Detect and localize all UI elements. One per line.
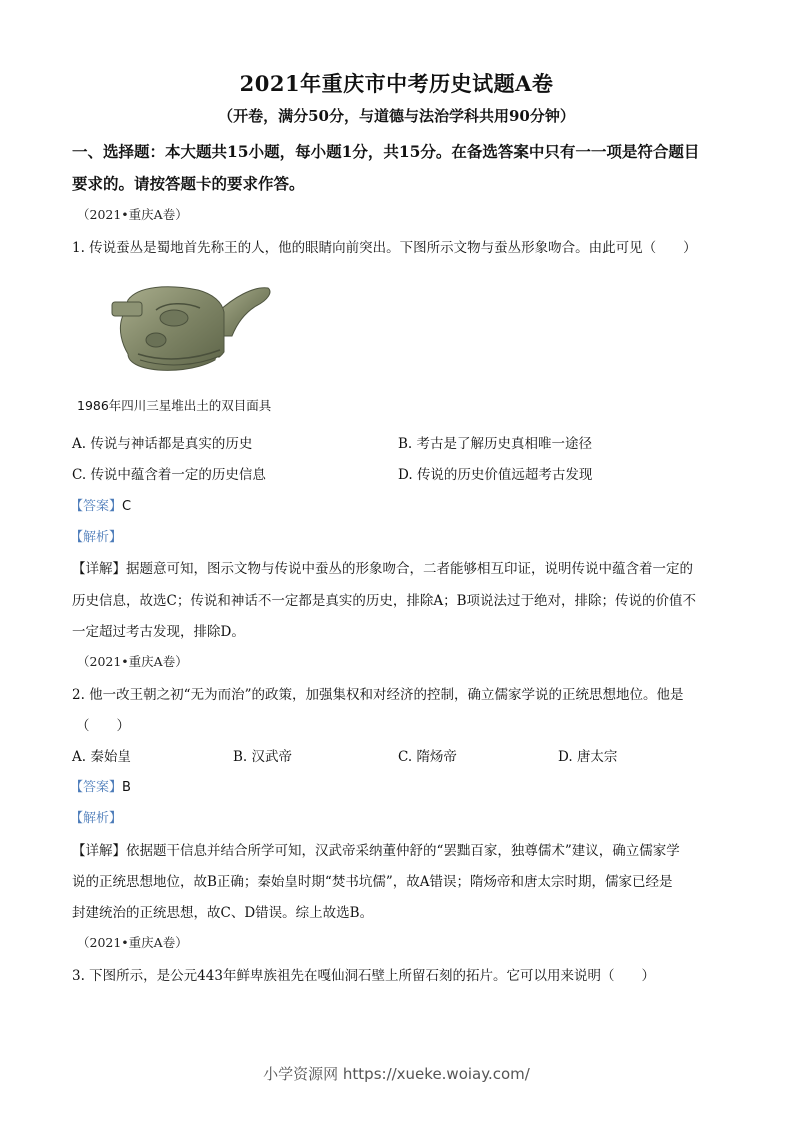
option-label: D. (398, 467, 413, 483)
answer-row (70, 495, 131, 514)
analysis-label: 【解析】 (70, 811, 123, 826)
question-stem-blank: （ ） (76, 718, 130, 734)
section-heading-line2: 要求的。请按答题卡的要求作答。 (72, 174, 305, 193)
option-label: B. (398, 436, 413, 452)
option-label: D. (558, 749, 573, 765)
option-text: 传说与神话都是真实的历史 (90, 436, 253, 452)
detail-line: 历史信息，故选C；传说和神话不一定都是真实的历史，排除A；B项说法过于绝对，排除；传说的价值不 (72, 593, 696, 609)
answer-label: 【答案】 (70, 499, 123, 514)
option-d (398, 463, 592, 483)
option-a (72, 432, 252, 452)
option-c (72, 463, 266, 483)
bronze-mask-image (108, 278, 278, 374)
option-text: 考古是了解历史真相唯一途径 (416, 436, 593, 452)
answer-value: C (122, 499, 132, 514)
option-c (398, 745, 457, 765)
option-label: A. (72, 436, 87, 452)
image-caption: 1986年四川三星堆出土的双目面具 (77, 398, 272, 413)
detail-line: 一定超过考古发现，排除D。 (72, 624, 245, 640)
option-label: C. (398, 749, 413, 765)
option-text: 秦始皇 (90, 749, 131, 765)
question-source: （2021•重庆A卷） (77, 935, 188, 950)
option-text: 唐太宗 (576, 749, 618, 765)
question-source: （2021•重庆A卷） (77, 207, 188, 222)
detail-line: 说的正统思想地位，故B正确；秦始皇时期“焚书坑儒”，故A错误；隋炀帝和唐太宗时期，儒家已经是 (72, 874, 673, 890)
section-heading-line1: 一、选择题：本大题共15小题，每小题1分，共15分。在备选答案中只有一一项是符合题目 (72, 142, 700, 161)
answer-label: 【答案】 (70, 780, 123, 795)
option-text: 汉武帝 (251, 749, 293, 765)
option-label: B. (233, 749, 248, 765)
page-title: 2021年重庆市中考历史试题A卷 (239, 71, 554, 96)
option-text: 传说的历史价值远超考古发现 (416, 467, 593, 483)
option-d (558, 745, 617, 765)
answer-row (70, 776, 131, 795)
question-stem: 2. 他一改王朝之初“无为而治”的政策，加强集权和对经济的控制，确立儒家学说的正统思想地位。他是 (72, 687, 684, 703)
question-source: （2021•重庆A卷） (77, 654, 188, 669)
option-b (233, 745, 292, 765)
question-stem: 3. 下图所示，是公元443年鲜卑族祖先在嘎仙洞石壁上所留石刻的拓片。它可以用来说明（ ） (72, 968, 655, 984)
option-text: 隋炀帝 (416, 749, 457, 765)
option-b (398, 432, 592, 452)
footer-watermark: 小学资源网 https://xueke.woiay.com/ (263, 1065, 530, 1083)
detail-line: 【详解】依据题干信息并结合所学可知，汉武帝采纳董仲舒的“罢黜百家，独尊儒术”建议，确立儒家学 (72, 843, 680, 859)
question-stem: 1. 传说蚕丛是蜀地首先称王的人，他的眼睛向前突出。下图所示文物与蚕丛形象吻合。由此可见（ ） (72, 240, 697, 256)
detail-line: 封建统治的正统思想，故C、D错误。综上故选B。 (72, 905, 374, 921)
page-subtitle: （开卷，满分50分，与道德与法治学科共用90分钟） (218, 107, 575, 125)
option-label: A. (72, 749, 87, 765)
answer-value: B (122, 780, 131, 795)
analysis-label: 【解析】 (70, 530, 123, 545)
detail-line: 【详解】据题意可知，图示文物与传说中蚕丛的形象吻合，二者能够相互印证，说明传说中蕴含着一定的 (72, 561, 693, 577)
option-a (72, 745, 131, 765)
option-label: C. (72, 467, 87, 483)
option-text: 传说中蕴含着一定的历史信息 (90, 467, 266, 483)
